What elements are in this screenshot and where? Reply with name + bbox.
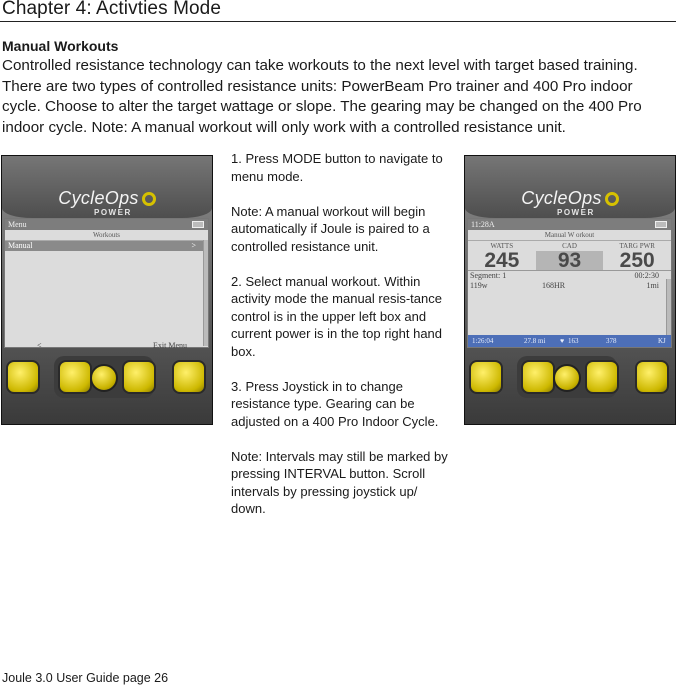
target-power-header: TARG PWR [619, 242, 655, 250]
watts-value: 245 [484, 249, 520, 272]
right-button[interactable] [172, 360, 206, 394]
exit-menu-label: Exit Menu [153, 341, 187, 350]
chevron-right-icon: > [191, 241, 196, 250]
segment-row [468, 271, 671, 281]
joule-device-menu [1, 155, 213, 425]
joystick-button[interactable] [90, 364, 118, 392]
center-left-button[interactable] [521, 360, 555, 394]
heart-icon: ♥ [560, 337, 565, 345]
instructions [231, 150, 453, 535]
status-bar [5, 219, 208, 230]
intro-paragraph: Controlled resistance technology can take workouts to the next level with target based training. There are two types of controlled resistance units: PowerBeam Pro trainer and 400 Pro indoor cycle. Choose to alter the target wattage or slope. The gearing may be changed on the 400 Pro indoor cycle. Note: A manual workout will only work with a controlled resistance unit. [2, 57, 642, 136]
screen-scrollbar [203, 240, 208, 346]
clock-label: 11:28A [471, 220, 495, 229]
status-bar [468, 219, 671, 230]
watts-header: WATTS [490, 242, 514, 250]
device-screen [467, 218, 672, 348]
cadence-header: CAD [562, 242, 577, 250]
center-left-button[interactable] [58, 360, 92, 394]
step-1: 1. Press MODE button to navigate to menu mode. [231, 151, 443, 184]
logo-subtitle: POWER [557, 208, 595, 217]
logo-ring-icon [605, 192, 619, 206]
menu-item-manual[interactable] [5, 241, 208, 251]
center-right-button[interactable] [585, 360, 619, 394]
chapter-title: Chapter 4: Activties Mode [2, 0, 221, 19]
joule-device-workout [464, 155, 676, 425]
power-reading: 119w [470, 281, 488, 290]
info-bar [468, 335, 671, 347]
back-arrow-icon: < [37, 341, 42, 350]
step-3: 3. Press Joystick in to change resistance type. Gearing can be adjusted on a 400 Pro Indoor Cycle. [231, 378, 439, 429]
cycleops-logo [465, 188, 675, 209]
page-footer: Joule 3.0 User Guide page 26 [2, 671, 169, 685]
device-screen [4, 218, 209, 348]
logo-text: CycleOps [521, 188, 602, 208]
step-2: 2. Select manual workout. Within activity mode the manual resis-tance control is in the upper left box and current power is in the top right hand box. [231, 273, 443, 359]
stat-values [468, 251, 671, 271]
heart-rate-reading: 168HR [542, 281, 566, 290]
info-units: KJ [658, 337, 666, 345]
chapter-divider [0, 21, 676, 22]
menu-item-label: Manual [8, 241, 33, 250]
note-1: Note: A manual workout will begin automatically if Joule is paired to a controlled resistance unit. [231, 203, 430, 254]
info-value: 378 [606, 337, 617, 345]
metrics-row [468, 281, 671, 291]
screen-caption: Workouts [5, 230, 208, 241]
screen-scrollbar [666, 279, 671, 335]
cadence-value: 93 [536, 251, 604, 270]
battery-icon [655, 221, 667, 228]
screen-caption: Manual W orkout [468, 230, 671, 241]
battery-icon [192, 221, 204, 228]
center-right-button[interactable] [122, 360, 156, 394]
target-power-value: 250 [619, 249, 655, 272]
logo-subtitle: POWER [94, 208, 132, 217]
right-button[interactable] [635, 360, 669, 394]
info-heart-rate: 163 [568, 337, 579, 345]
info-distance: 27.8 mi [524, 337, 546, 345]
device-buttons [465, 354, 675, 402]
segment-label: Segment: 1 [470, 271, 507, 280]
logo-text: CycleOps [58, 188, 139, 208]
logo-ring-icon [142, 192, 156, 206]
section-heading: Manual Workouts [2, 38, 119, 54]
device-buttons [2, 354, 212, 402]
status-label: Menu [8, 220, 27, 229]
segment-time: 00:2:30 [634, 271, 659, 280]
left-button[interactable] [6, 360, 40, 394]
note-2: Note: Intervals may still be marked by pressing INTERVAL button. Scroll intervals by pressing joystick up/ down. [231, 448, 448, 516]
left-button[interactable] [469, 360, 503, 394]
cycleops-logo [2, 188, 212, 209]
info-time: 1:26:04 [472, 337, 494, 345]
joystick-button[interactable] [553, 364, 581, 392]
distance-reading: 1mi [646, 281, 659, 290]
